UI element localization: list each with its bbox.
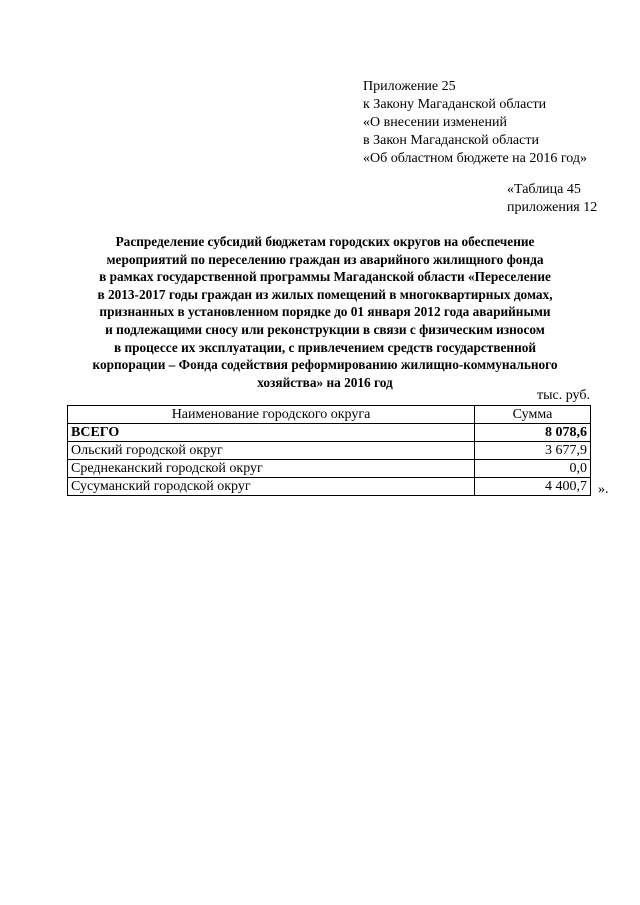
district-sum: 0,0 [475, 460, 591, 478]
table-reference [507, 181, 627, 217]
table-row [68, 460, 591, 478]
annex-header-line: к Закону Магаданской области [363, 97, 547, 112]
table-row-total [68, 424, 591, 442]
district-name: Среднеканский городской округ [68, 460, 475, 478]
units-label: тыс. руб. [537, 388, 590, 403]
title-line: признанных в установленном порядке до 01 января 2012 года аварийными [99, 304, 551, 320]
district-sum: 3 677,9 [475, 442, 591, 460]
column-header-name: Наименование городского округа [68, 406, 475, 424]
district-name: Ольский городской округ [68, 442, 475, 460]
table-header-row [68, 406, 591, 424]
subsidy-table [67, 405, 591, 496]
annex-header-line: в Закон Магаданской области [363, 133, 539, 148]
annex-header-line: «О внесении изменений [363, 115, 507, 130]
annex-header-line: «Об областном бюджете на 2016 год» [363, 151, 587, 166]
district-name: Сусуманский городской округ [68, 478, 475, 496]
table-row [68, 478, 591, 496]
title-line: и подлежащими сносу или реконструкции в связи с физическим износом [105, 321, 545, 337]
district-sum: 4 400,7 [475, 478, 591, 496]
annex-header-line: Приложение 25 [363, 79, 456, 94]
title-line: в рамках государственной программы Магаданской области «Переселение [99, 269, 551, 285]
title-line: в процессе их эксплуатации, с привлечением средств государственной [113, 339, 537, 355]
document-title [60, 233, 590, 391]
table-row [68, 442, 591, 460]
title-line: мероприятий по переселению граждан из аварийного жилищного фонда [106, 251, 544, 267]
table-reference-line: приложения 12 [507, 200, 598, 215]
title-line: Распределение субсидий бюджетам городских округов на обеспечение [115, 234, 535, 249]
column-header-sum: Сумма [475, 406, 591, 424]
table-reference-line: «Таблица 45 [507, 182, 581, 197]
total-label: ВСЕГО [68, 424, 475, 442]
title-line: корпорации – Фонда содействия реформированию жилищно-коммунального [92, 357, 558, 373]
annex-header [363, 78, 633, 168]
closing-quote-mark: ». [598, 482, 609, 497]
title-line: хозяйства» на 2016 год [257, 374, 393, 390]
total-sum: 8 078,6 [475, 424, 591, 442]
title-line: в 2013-2017 годы граждан из жилых помещений в многоквартирных домах, [97, 286, 553, 302]
